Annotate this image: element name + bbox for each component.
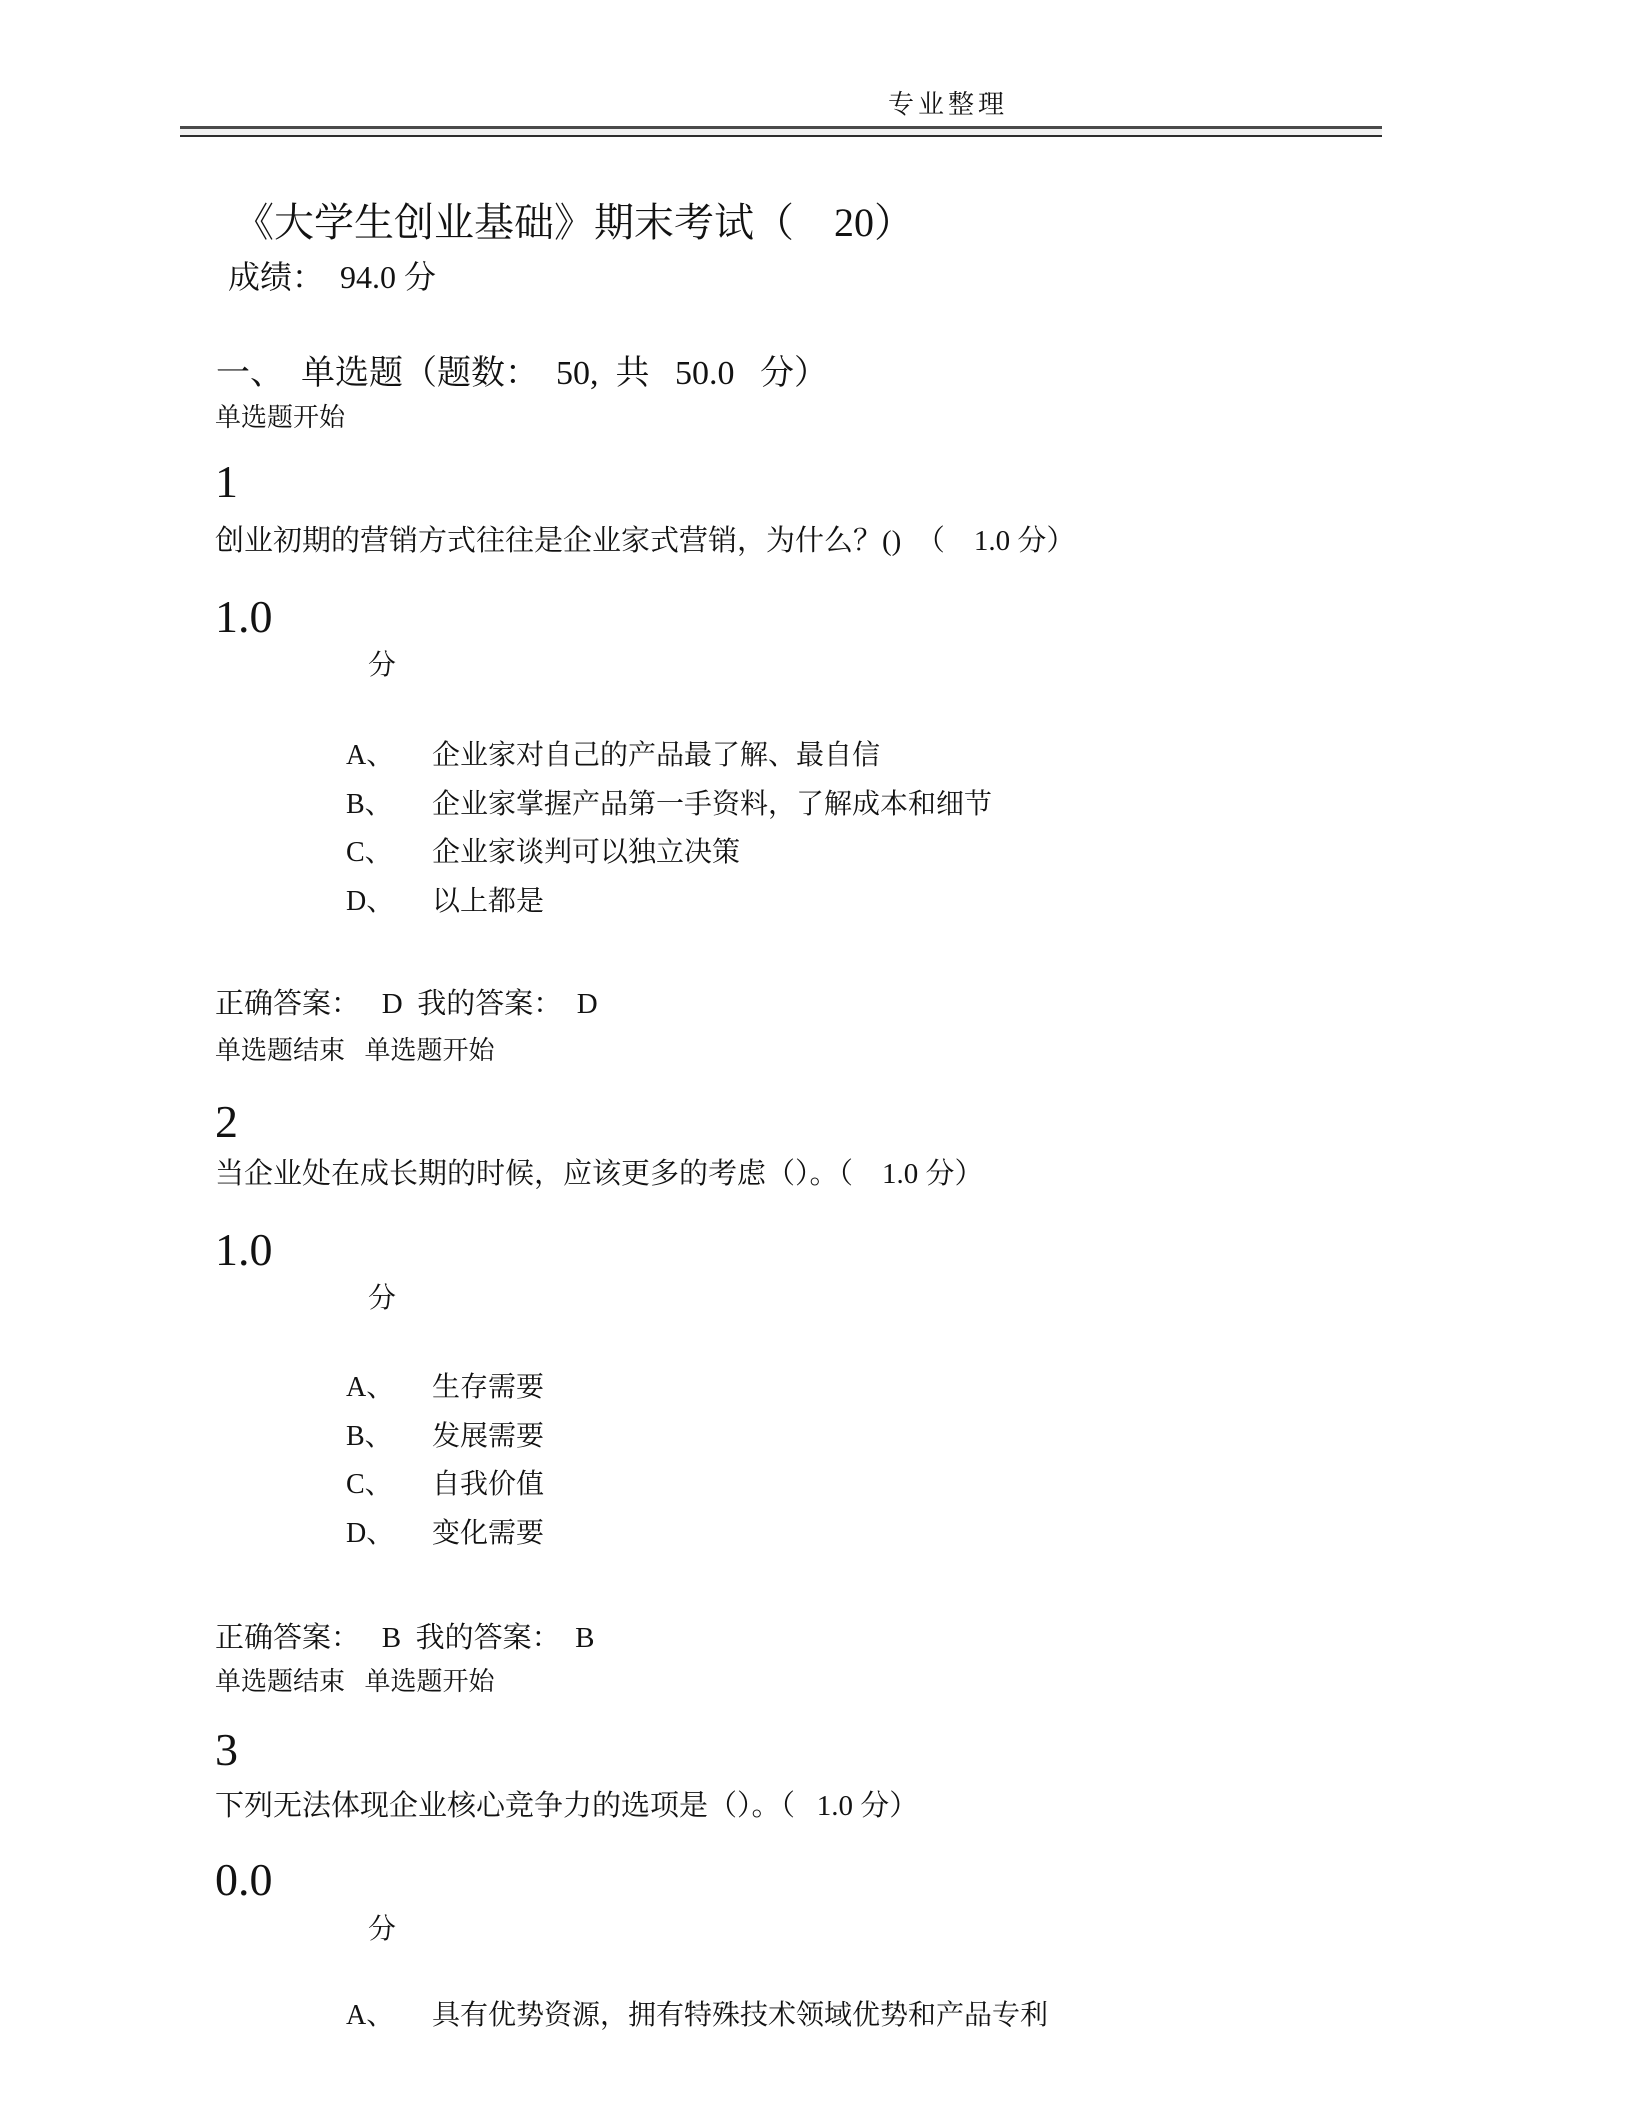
option-text: 以上都是 bbox=[432, 886, 545, 918]
question-number: 1 bbox=[215, 456, 238, 507]
option-text: 企业家谈判可以独立决策 bbox=[432, 837, 741, 869]
option-label: D、 bbox=[346, 886, 395, 918]
score-line: 成绩： 94.0 分 bbox=[228, 259, 437, 295]
document-title: 《大学生创业基础》期末考试（ 20） bbox=[234, 200, 914, 245]
option-text: 企业家对自己的产品最了解、最自信 bbox=[432, 740, 881, 772]
option-label: A、 bbox=[346, 2000, 395, 2032]
question-score-value: 1.0 bbox=[215, 1224, 273, 1275]
question-divider: 单选题结束 单选题开始 bbox=[215, 1667, 495, 1696]
question-score-unit: 分 bbox=[368, 650, 397, 681]
option-text: 发展需要 bbox=[432, 1421, 545, 1453]
question-score-value: 0.0 bbox=[215, 1854, 273, 1905]
question-text: 创业初期的营销方式往往是企业家式营销，为什么？() （ 1.0 分） bbox=[215, 525, 1076, 557]
question-text: 下列无法体现企业核心竞争力的选项是（）。（ 1.0 分） bbox=[215, 1790, 919, 1822]
option-text: 企业家掌握产品第一手资料，了解成本和细节 bbox=[432, 789, 993, 821]
section-start-marker: 单选题开始 bbox=[215, 403, 346, 432]
question-text: 当企业处在成长期的时候，应该更多的考虑（）。（ 1.0 分） bbox=[215, 1158, 984, 1190]
question-divider: 单选题结束 单选题开始 bbox=[215, 1036, 495, 1065]
section-heading: 一、 单选题（题数： 50, 共 50.0 分） bbox=[216, 355, 828, 392]
option-label: C、 bbox=[346, 1469, 393, 1501]
option-label: A、 bbox=[346, 1372, 395, 1404]
question-score-unit: 分 bbox=[368, 1283, 397, 1314]
question-score-unit: 分 bbox=[368, 1914, 397, 1945]
question-score-value: 1.0 bbox=[215, 591, 273, 642]
option-text: 具有优势资源，拥有特殊技术领域优势和产品专利 bbox=[432, 2000, 1049, 2032]
option-label: B、 bbox=[346, 789, 393, 821]
option-row bbox=[318, 1968, 1048, 2065]
header-rule bbox=[180, 126, 1382, 137]
option-row bbox=[318, 854, 544, 951]
option-text: 自我价值 bbox=[432, 1469, 545, 1501]
option-label: D、 bbox=[346, 1518, 395, 1550]
option-label: C、 bbox=[346, 837, 393, 869]
option-label: A、 bbox=[346, 740, 395, 772]
option-label: B、 bbox=[346, 1421, 393, 1453]
header-text: 专业整理 bbox=[888, 90, 1009, 119]
option-text: 变化需要 bbox=[432, 1518, 545, 1550]
question-number: 3 bbox=[215, 1724, 238, 1775]
answer-line: 正确答案： B 我的答案： B bbox=[215, 1622, 595, 1654]
option-text: 生存需要 bbox=[432, 1372, 545, 1404]
answer-line: 正确答案： D 我的答案： D bbox=[215, 988, 598, 1020]
question-number: 2 bbox=[215, 1096, 238, 1147]
option-row bbox=[318, 1486, 544, 1583]
